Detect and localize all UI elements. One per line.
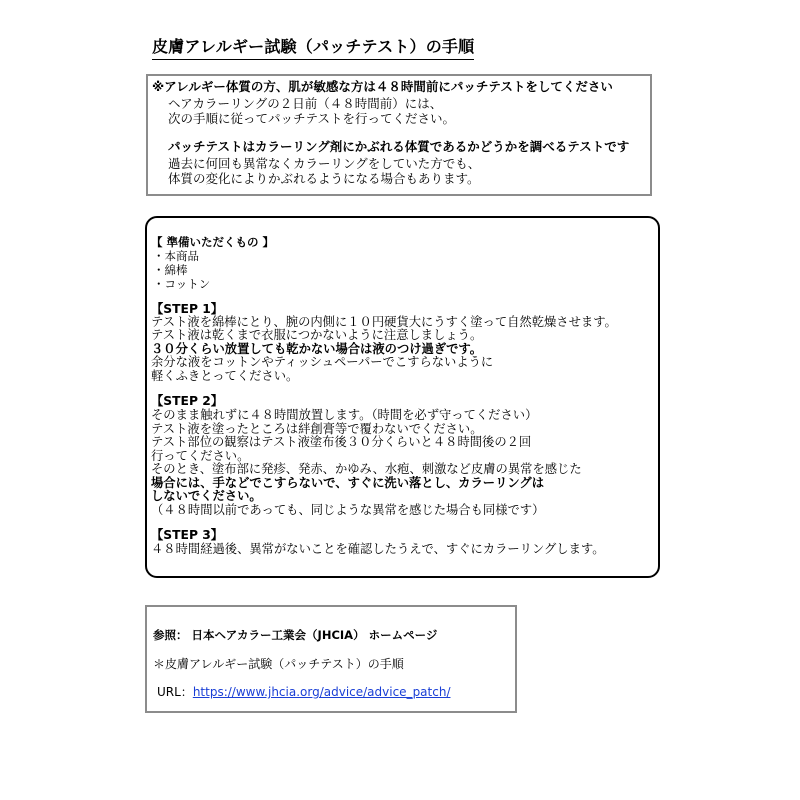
step2-heading: 【STEP 2】 bbox=[151, 394, 224, 408]
step1-line: ３０分くらい放置しても乾かない場合は液のつけ過ぎです。 bbox=[151, 342, 483, 356]
reference-subtitle: ＊皮膚アレルギー試験（パッチテスト）の手順 bbox=[153, 657, 404, 671]
prep-item: ・綿棒 bbox=[153, 263, 188, 277]
notice-subheading: パッチテストはカラーリング剤にかぶれる体質であるかどうかを調べるテストです bbox=[168, 139, 630, 154]
step2-line: （４８時間以前であっても、同じような異常を感じた場合も同様です） bbox=[151, 503, 545, 517]
reference-url-row bbox=[157, 683, 450, 700]
reference-url-label: URL： bbox=[157, 685, 193, 699]
step1-line: 軽くふきとってください。 bbox=[151, 369, 299, 383]
steps-box bbox=[145, 216, 660, 578]
step2-line: 行ってください。 bbox=[151, 449, 250, 463]
step2-line: 場合には、手などでこすらないで、すぐに洗い落とし、カラーリングは bbox=[151, 476, 545, 490]
step2-line: しないでください。 bbox=[151, 489, 262, 503]
prep-item: ・本商品 bbox=[153, 249, 199, 263]
step2-line: そのとき、塗布部に発疹、発赤、かゆみ、水疱、刺激など皮膚の異常を感じた bbox=[151, 462, 582, 476]
step2-line: テスト液を塗ったところは絆創膏等で覆わないでください。 bbox=[151, 422, 483, 436]
reference-heading: 参照： 日本ヘアカラー工業会（JHCIA） ホームページ bbox=[153, 628, 438, 642]
prep-item: ・コットン bbox=[153, 277, 211, 291]
step3-heading: 【STEP 3】 bbox=[151, 528, 224, 542]
reference-box bbox=[145, 605, 517, 713]
step1-line: 余分な液をコットンやティッシュペーパーでこすらないように bbox=[151, 355, 494, 369]
page-title: 皮膚アレルギー試験（パッチテスト）の手順 bbox=[152, 34, 474, 60]
notice-box bbox=[146, 74, 652, 196]
prep-heading: 【 準備いただくもの 】 bbox=[151, 235, 275, 249]
notice-line-2: 次の手順に従ってパッチテストを行ってください。 bbox=[168, 111, 456, 126]
step1-line: テスト液は乾くまで衣服につかないように注意しましょう。 bbox=[151, 328, 483, 342]
notice-heading: ※アレルギー体質の方、肌が敏感な方は４８時間前にパッチテストをしてください bbox=[152, 79, 613, 94]
step2-line: そのまま触れずに４８時間放置します。（時間を必ず守ってください） bbox=[151, 408, 538, 422]
step1-line: テスト液を綿棒にとり、腕の内側に１０円硬貨大にうすく塗って自然乾燥させます。 bbox=[151, 315, 617, 329]
notice-line-1: ヘアカラーリングの２日前（４８時間前）には、 bbox=[168, 96, 443, 111]
step3-line: ４８時間経過後、異常がないことを確認したうえで、すぐにカラーリングします。 bbox=[151, 542, 605, 556]
notice-line-3: 過去に何回も異常なくカラーリングをしていた方でも、 bbox=[168, 156, 481, 171]
notice-line-4: 体質の変化によりかぶれるようになる場合もあります。 bbox=[168, 171, 480, 186]
reference-url-link[interactable]: https://www.jhcia.org/advice/advice_patch/ bbox=[192, 685, 451, 699]
step2-line: テスト部位の観察はテスト液塗布後３０分くらいと４８時間後の２回 bbox=[151, 435, 532, 449]
step1-heading: 【STEP 1】 bbox=[151, 302, 224, 316]
